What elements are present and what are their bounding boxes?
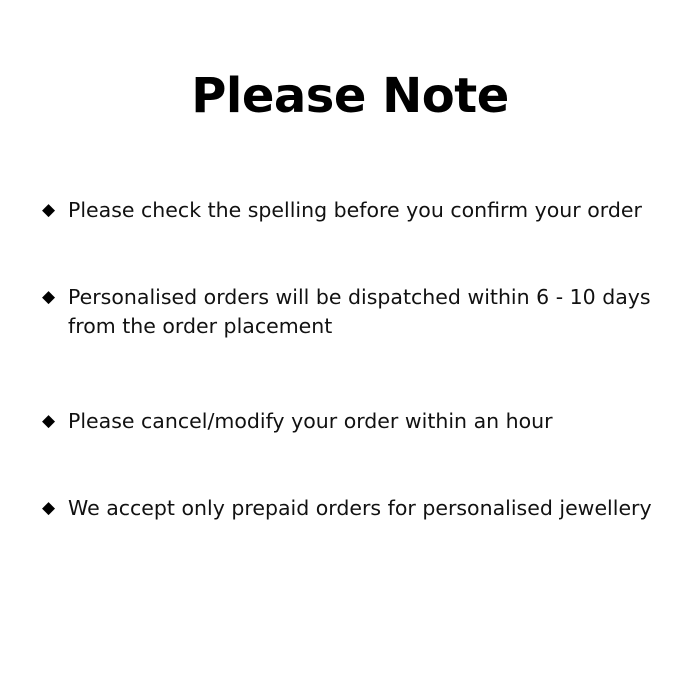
- note-text: Please check the spelling before you confirm your order: [68, 198, 642, 222]
- note-text: Please cancel/modify your order within an hour: [68, 409, 553, 433]
- diamond-bullet-icon: ◆: [42, 287, 56, 307]
- list-item: [40, 196, 660, 225]
- page-title: Please Note: [191, 68, 509, 124]
- list-item: [40, 494, 660, 523]
- note-text: We accept only prepaid orders for personalised jewellery: [68, 496, 652, 520]
- list-item: [40, 283, 660, 341]
- notes-list: [40, 196, 660, 523]
- diamond-bullet-icon: ◆: [42, 200, 56, 220]
- diamond-bullet-icon: ◆: [42, 498, 56, 518]
- note-text: Personalised orders will be dispatched within 6 - 10 days from the order placement: [68, 285, 651, 338]
- list-item: [40, 407, 660, 436]
- diamond-bullet-icon: ◆: [42, 411, 56, 431]
